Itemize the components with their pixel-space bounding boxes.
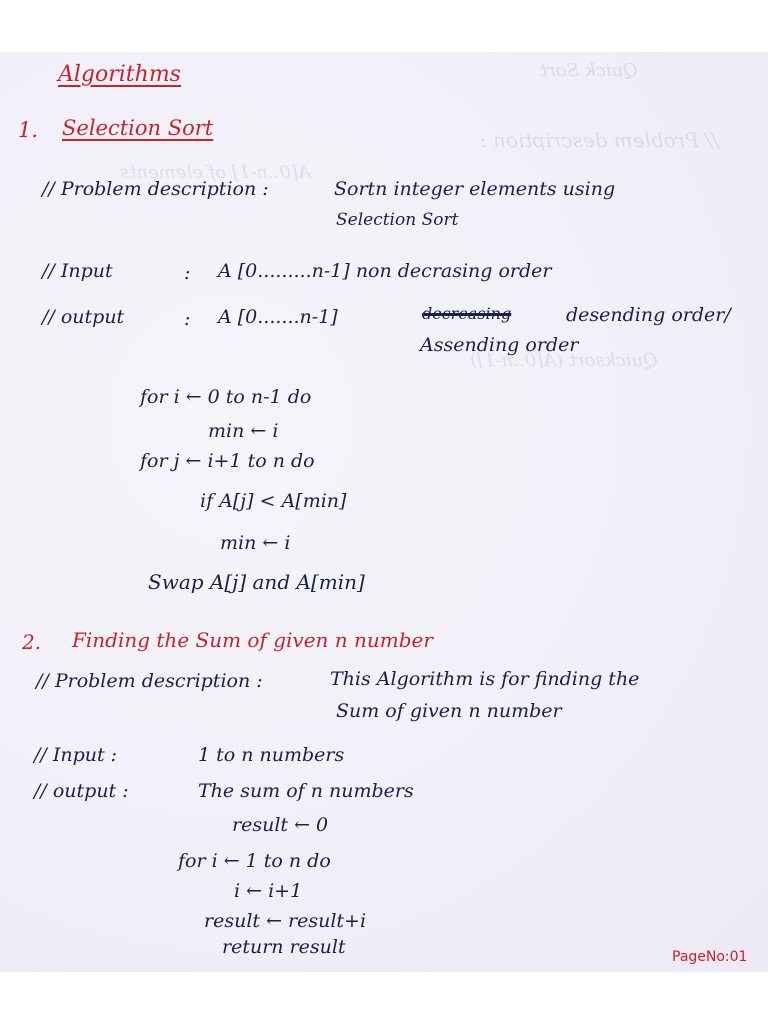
code-line: Swap A[j] and A[min] [148, 570, 365, 594]
section-1-problem-label: // Problem description : [42, 178, 269, 200]
code-line: min ← i [220, 532, 291, 554]
section-1-output-text-3: Assending order [420, 334, 579, 356]
section-1-output-text-2: desending order/ [566, 304, 731, 326]
section-1-input-text: A [0.........n-1] non decrasing order [218, 260, 552, 282]
notebook-page [0, 52, 768, 972]
code-line: i ← i+1 [234, 880, 303, 902]
section-2-problem-label: // Problem description : [36, 670, 263, 692]
section-1-input-colon: : [184, 262, 191, 284]
code-line: min ← i [208, 420, 279, 442]
section-2-number: 2. [22, 630, 42, 654]
section-2-input-text: 1 to n numbers [198, 744, 345, 766]
bleed-through-text: Quick Sort [540, 60, 638, 81]
section-2-problem-text-1: This Algorithm is for finding the [330, 668, 640, 690]
code-line: result ← 0 [232, 814, 329, 836]
section-2-problem-text-2: Sum of given n number [336, 700, 562, 722]
section-2-output-text: The sum of n numbers [198, 780, 414, 802]
code-line: for i ← 0 to n-1 do [140, 386, 312, 408]
section-1-input-label: // Input [42, 260, 113, 282]
bleed-through-text: // Problem description : [480, 128, 719, 152]
section-1-problem-text-2: Selection Sort [336, 210, 459, 230]
section-1-title: Selection Sort [62, 116, 214, 140]
section-1-output-label: // output [42, 306, 125, 328]
section-1-problem-text-1: Sortn integer elements using [334, 178, 616, 200]
section-1-output-struck-word: decreasing [422, 304, 512, 323]
code-line: for j ← i+1 to n do [140, 450, 315, 472]
bleed-through-text: Quicksort (A[0..n-1]) [470, 350, 658, 371]
section-1-number: 1. [18, 118, 39, 142]
section-1-output-colon: : [184, 308, 191, 330]
page-title: Algorithms [58, 62, 181, 87]
code-line: if A[j] < A[min] [200, 490, 347, 512]
code-line: result ← result+i [204, 910, 367, 932]
code-line: for i ← 1 to n do [178, 850, 331, 872]
page-number: PageNo:01 [672, 949, 748, 965]
bleed-through-text: A[0..n-1] of elements [120, 162, 311, 183]
section-2-output-label: // output : [34, 780, 129, 802]
code-line: return result [222, 936, 346, 958]
section-1-output-text: A [0.......n-1] [218, 306, 338, 328]
section-2-input-label: // Input : [34, 744, 118, 766]
section-2-title: Finding the Sum of given n number [72, 628, 433, 652]
